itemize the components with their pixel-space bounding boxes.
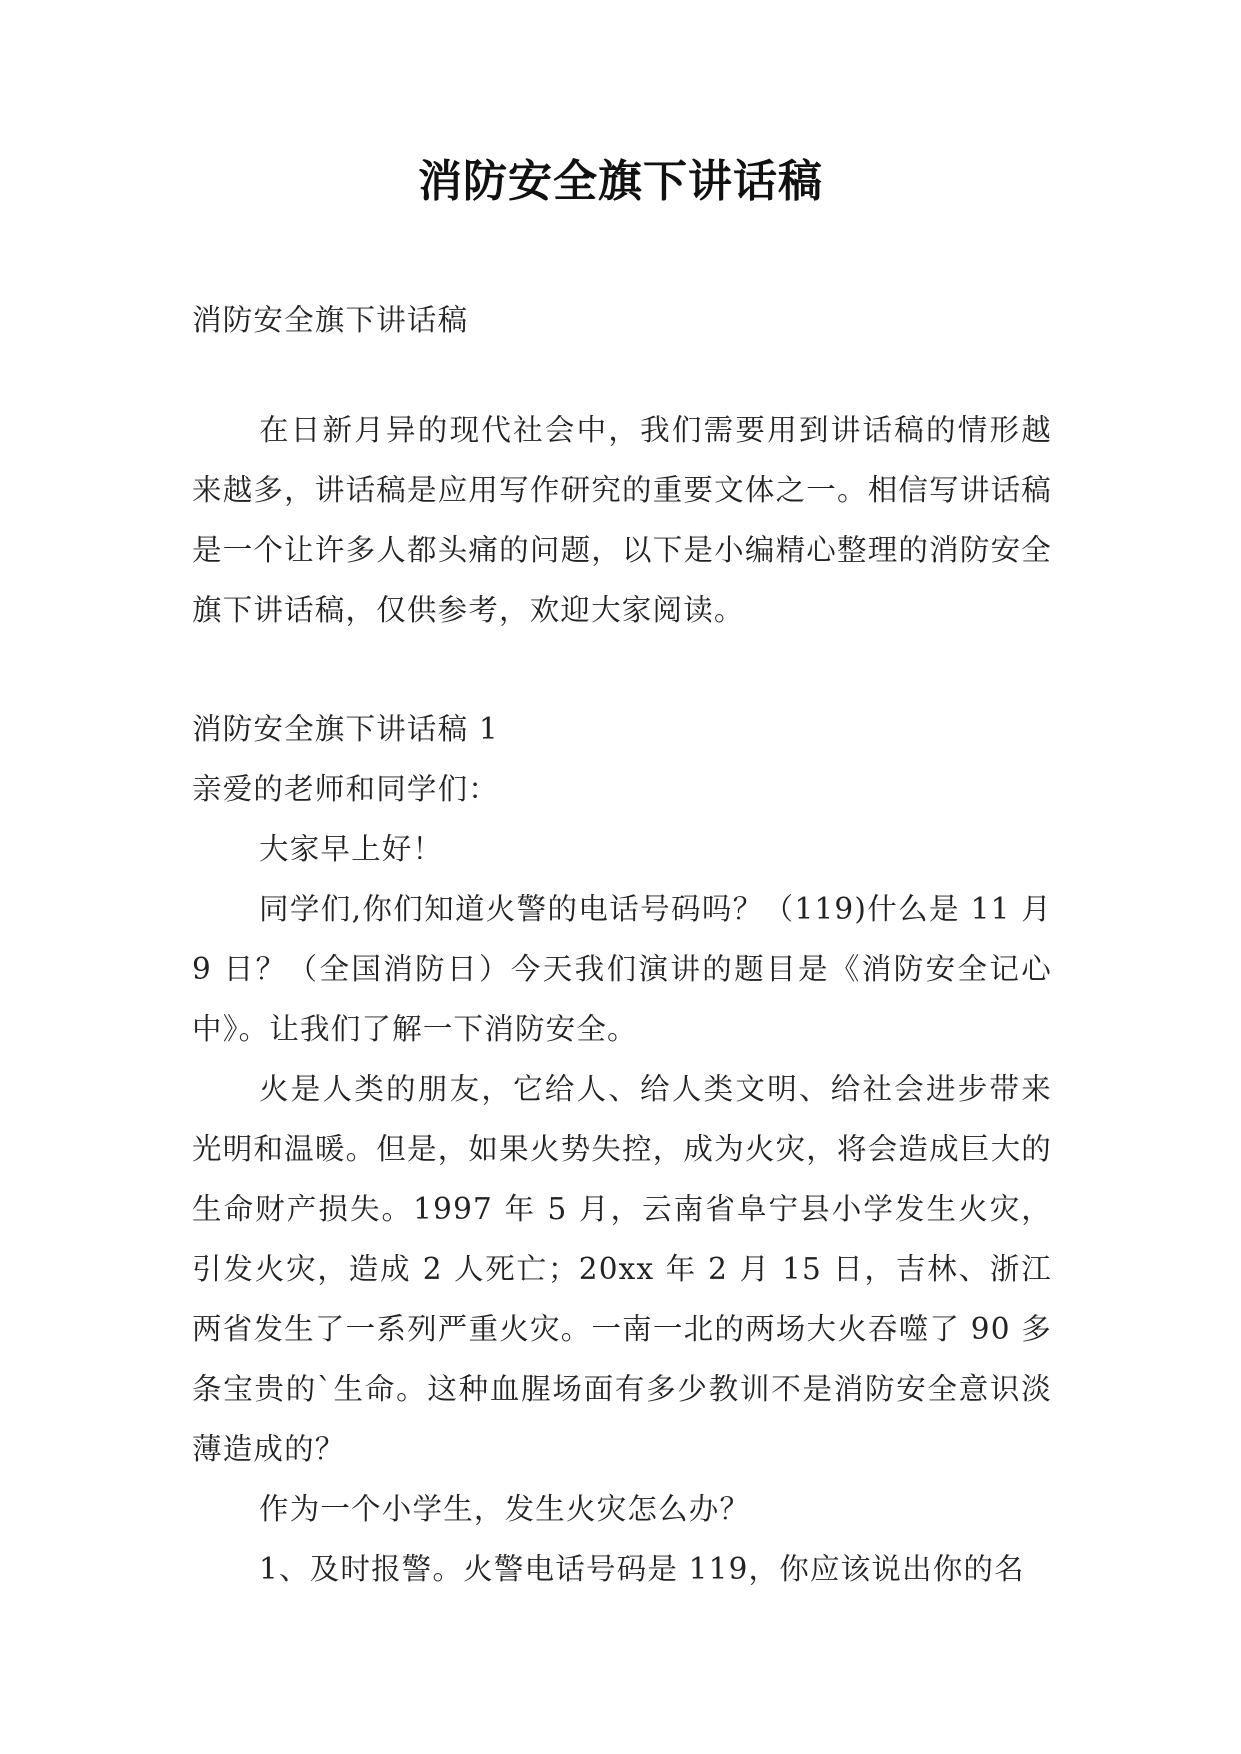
- document-title: 消防安全旗下讲话稿: [418, 156, 823, 207]
- body-paragraph-2: 火是人类的朋友，它给人、给人类文明、给社会进步带来光明和温暖。但是，如果火势失控，成为火灾，将会造成巨大的生命财产损失。1997 年 5 月，云南省阜宁县小学发生火灾，引发火灾，造成 2 人死亡；20xx 年 2 月 15 日，吉林、浙江两省发生了一系列严重火灾。一南一北的两场大火吞噬了 90 多条宝贵的`生命。这种血腥场面有多少教训不是消防安全意识淡薄造成的？: [192, 1072, 1052, 1466]
- body-paragraph-3: 作为一个小学生，发生火灾怎么办？: [259, 1492, 751, 1526]
- section-heading: 消防安全旗下讲话稿 1: [192, 712, 499, 746]
- body-paragraph-4: 1、及时报警。火警电话号码是 119，你应该说出你的名: [259, 1552, 1025, 1586]
- morning-greeting: 大家早上好！: [259, 832, 444, 866]
- intro-paragraph: 在日新月异的现代社会中，我们需要用到讲话稿的情形越来越多，讲话稿是应用写作研究的重要文体之一。相信写讲话稿是一个让许多人都头痛的问题，以下是小编精心整理的消防安全旗下讲话稿，仅供参考，欢迎大家阅读。: [192, 413, 1052, 627]
- document-subtitle: 消防安全旗下讲话稿: [192, 303, 469, 337]
- body-paragraph-1: 同学们,你们知道火警的电话号码吗？（119)什么是 11 月 9 日？（全国消防日）今天我们演讲的题目是《消防安全记心中》。让我们了解一下消防安全。: [192, 892, 1052, 1046]
- greeting-line: 亲爱的老师和同学们：: [192, 772, 500, 806]
